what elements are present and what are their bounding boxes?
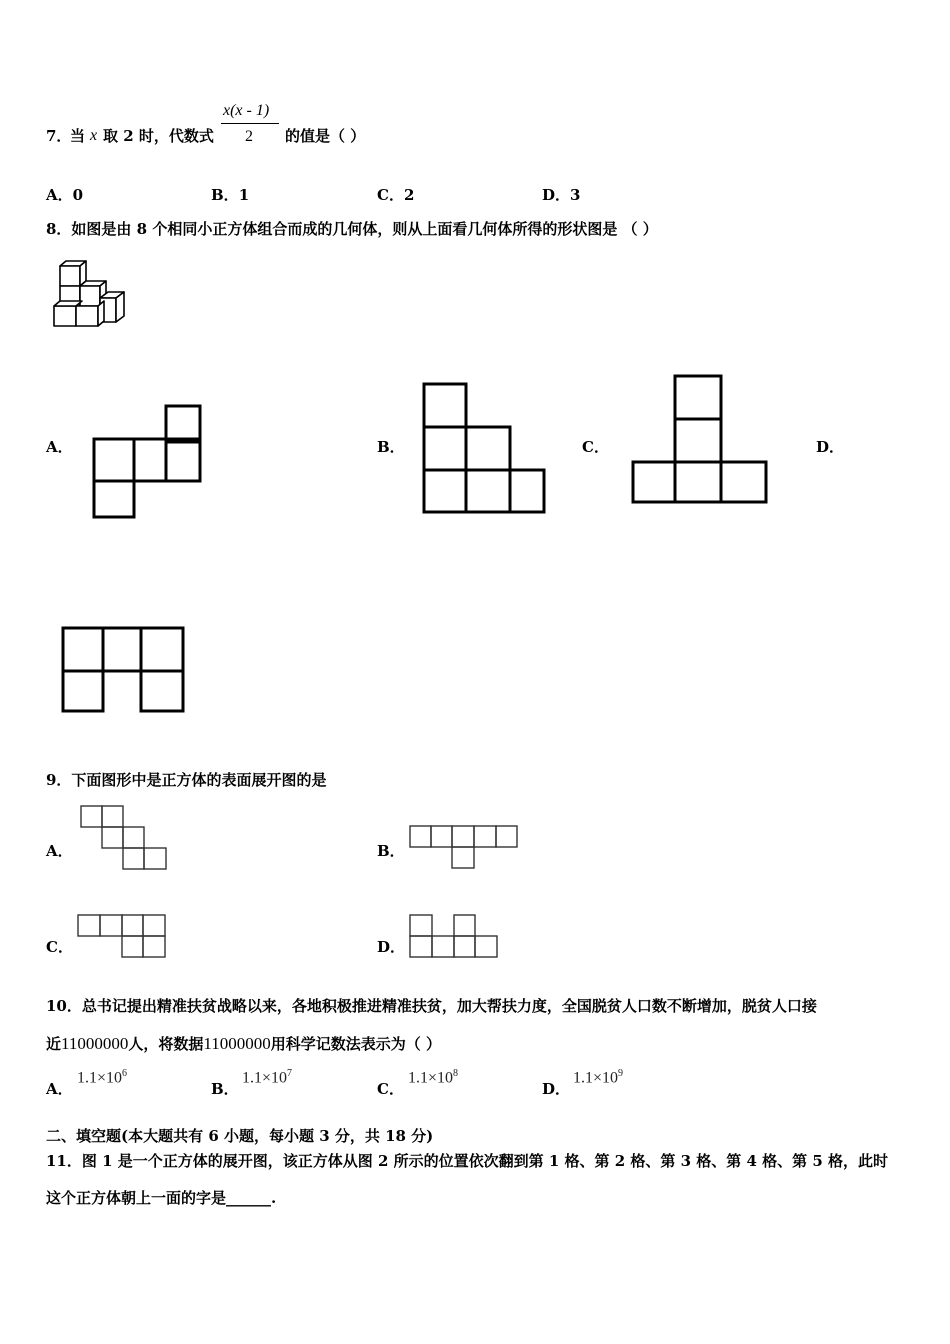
q10-label-d: D． [542, 1080, 571, 1098]
q7-option-d: D．3 [542, 186, 581, 204]
q10-option-d-value: $1.1\times 10^9$ [573, 1068, 624, 1087]
fraction-bar [221, 123, 279, 124]
q10-number-value-repeat: 11000000 [203, 1034, 271, 1053]
q7-middle-text: 取 2 时，代数式 [103, 127, 214, 145]
q8-option-b-figure [421, 381, 547, 515]
q9-label-a: A． [46, 842, 73, 860]
q7-suffix: 的值是（ ） [285, 127, 366, 145]
q9-label-c: C． [46, 938, 73, 956]
q10-option-b-value: $1.1\times 10^7$ [242, 1068, 293, 1087]
q8-text: 8．如图是由 8 个相同小正方体组合而成的几何体，则从上面看几何体所得的形状图是 （ ） [46, 220, 658, 238]
q10-option-a-value: $1.1\times 10^6$ [77, 1068, 128, 1087]
q7-variable: x [90, 127, 98, 144]
q10-number-value: 11000000 [61, 1034, 129, 1053]
q10-line1: 10．总书记提出精准扶贫战略以来，各地积极推进精准扶贫，加大帮扶力度，全国脱贫人口数不断增加，脱贫人口接 [46, 997, 817, 1015]
q10-label-c: C． [377, 1080, 404, 1098]
q7-option-a: A．0 [46, 186, 84, 204]
q8-label-c: C． [582, 438, 609, 456]
q11-line2: 这个正方体朝上一面的字是______. [46, 1189, 277, 1207]
q10-label-b: B． [211, 1080, 239, 1098]
q8-label-a: A． [46, 438, 73, 456]
q10-label-a: A． [46, 1080, 73, 1098]
q10-line2: 近11000000人，将数据11000000用科学记数法表示为（ ） [46, 1034, 442, 1053]
q8-option-d-figure [60, 625, 188, 715]
q7-option-b: B．1 [211, 186, 250, 204]
q8-label-b: B． [377, 438, 405, 456]
q9-option-b-net [409, 825, 521, 871]
q9-option-d-net [409, 914, 501, 960]
q9-label-b: B． [377, 842, 405, 860]
fraction-numerator: x(x - 1) [223, 102, 270, 119]
q10-option-c-value: $1.1\times 10^8$ [408, 1068, 459, 1087]
q9-option-c-net [77, 914, 169, 960]
q7-prefix: 当 [70, 127, 86, 145]
q9-option-a-net [80, 805, 170, 871]
q8-option-a-figure [90, 403, 210, 521]
q7-number: 7． [46, 127, 72, 145]
section-2-title: 二、填空题(本大题共有 6 小题，每小题 3 分，共 18 分) [46, 1127, 434, 1145]
q8-option-c-figure [630, 373, 770, 505]
fraction-denominator: 2 [245, 128, 253, 145]
q8-cube-stack-figure [50, 258, 134, 332]
q7-option-c: C．2 [377, 186, 415, 204]
q11-line1: 11．图 1 是一个正方体的展开图，该正方体从图 2 所示的位置依次翻到第 1 格、第 2 格、第 3 格、第 4 格、第 5 格，此时 [46, 1152, 889, 1170]
q8-label-d: D． [816, 438, 845, 456]
q9-text: 9．下面图形中是正方体的表面展开图的是 [46, 771, 327, 789]
q9-label-d: D． [377, 938, 406, 956]
